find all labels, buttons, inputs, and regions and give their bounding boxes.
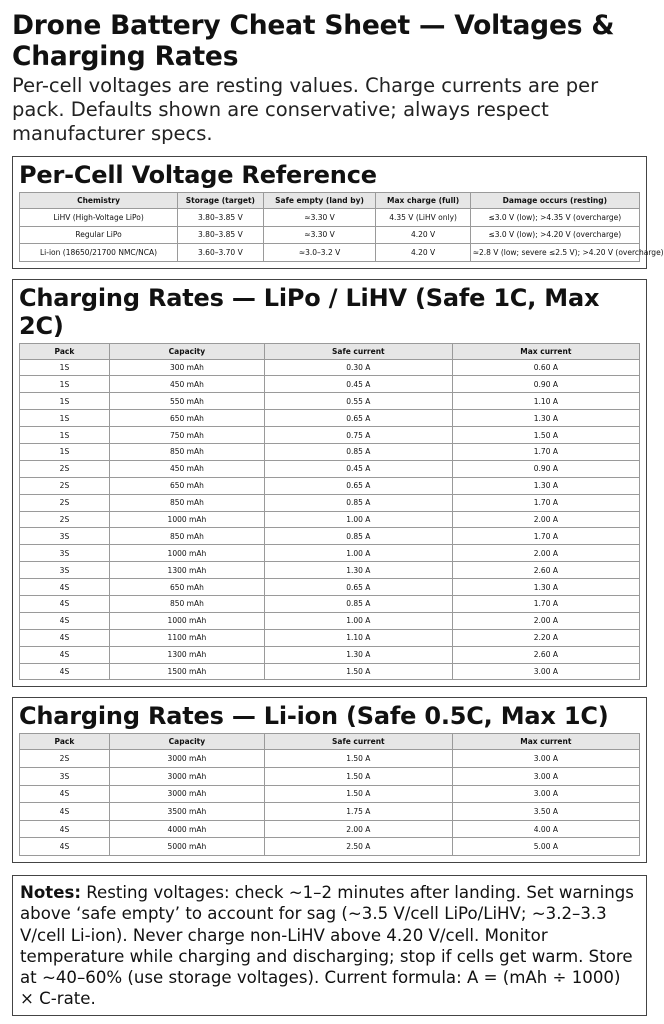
column-header: Pack <box>20 734 110 750</box>
table-cell: 2.00 A <box>264 820 452 838</box>
table-cell: 1.50 A <box>264 663 452 680</box>
table-cell: 3000 mAh <box>109 750 264 768</box>
table-row <box>20 595 640 612</box>
table-cell: 1.30 A <box>452 477 639 494</box>
table-cell: 0.85 A <box>264 595 452 612</box>
table-cell: 1S <box>20 376 110 393</box>
table-cell: 0.85 A <box>264 528 452 545</box>
table-cell: 1100 mAh <box>109 629 264 646</box>
table-row <box>20 427 640 444</box>
table-cell: ≈3.30 V <box>263 226 376 244</box>
table-cell: 4S <box>20 646 110 663</box>
liion-charging-section <box>12 697 647 863</box>
table-row <box>20 820 640 838</box>
table-cell: 3000 mAh <box>109 768 264 786</box>
table-cell: 0.90 A <box>452 376 639 393</box>
table-row <box>20 785 640 803</box>
table-cell: 1.00 A <box>264 545 452 562</box>
table-cell: 0.85 A <box>264 494 452 511</box>
column-header: Damage occurs (resting) <box>470 193 639 209</box>
table-cell: 3.50 A <box>452 803 639 821</box>
table-row <box>20 562 640 579</box>
table-cell: 3.00 A <box>452 663 639 680</box>
table-cell: 4S <box>20 579 110 596</box>
table-cell: 0.65 A <box>264 477 452 494</box>
table-row <box>20 768 640 786</box>
voltage-reference-heading: Per-Cell Voltage Reference <box>19 161 377 189</box>
table-row <box>20 663 640 680</box>
table-cell: 1.30 A <box>264 646 452 663</box>
table-cell: 4S <box>20 629 110 646</box>
table-cell: 1S <box>20 410 110 427</box>
column-header: Safe current <box>264 734 452 750</box>
table-cell: ≤3.0 V (low); >4.35 V (overcharge) <box>470 209 639 227</box>
table-cell: 1S <box>20 443 110 460</box>
table-cell: 2S <box>20 460 110 477</box>
table-cell: 3.00 A <box>452 785 639 803</box>
table-cell: 0.55 A <box>264 393 452 410</box>
table-cell: 4S <box>20 595 110 612</box>
table-cell: 0.75 A <box>264 427 452 444</box>
table-cell: 1S <box>20 359 110 376</box>
table-cell: LiHV (High-Voltage LiPo) <box>20 209 178 227</box>
table-cell: 4S <box>20 820 110 838</box>
table-row <box>20 410 640 427</box>
table-cell: 1.50 A <box>264 785 452 803</box>
table-cell: 5.00 A <box>452 838 639 856</box>
table-cell: 1S <box>20 427 110 444</box>
table-cell: 2S <box>20 511 110 528</box>
table-cell: 2.60 A <box>452 562 639 579</box>
table-row <box>20 359 640 376</box>
table-cell: 1S <box>20 393 110 410</box>
table-cell: 2.00 A <box>452 511 639 528</box>
table-row <box>20 803 640 821</box>
table-cell: 1500 mAh <box>109 663 264 680</box>
table-cell: 1.30 A <box>264 562 452 579</box>
table-row <box>20 579 640 596</box>
table-cell: 3.80–3.85 V <box>178 226 264 244</box>
table-cell: 1.00 A <box>264 511 452 528</box>
table-cell: 3.80–3.85 V <box>178 209 264 227</box>
table-cell: 4S <box>20 838 110 856</box>
table-row <box>20 376 640 393</box>
column-header: Safe current <box>264 343 452 359</box>
table-cell: 2.00 A <box>452 545 639 562</box>
table-cell: 2S <box>20 477 110 494</box>
table-row <box>20 226 640 244</box>
table-cell: 1000 mAh <box>109 545 264 562</box>
table-cell: ≤3.0 V (low); >4.20 V (overcharge) <box>470 226 639 244</box>
table-cell: 850 mAh <box>109 443 264 460</box>
column-header: Chemistry <box>20 193 178 209</box>
table-cell: 2.00 A <box>452 612 639 629</box>
table-cell: 2S <box>20 750 110 768</box>
table-cell: 4.00 A <box>452 820 639 838</box>
notes-label: Notes: <box>20 882 81 902</box>
column-header: Pack <box>20 343 110 359</box>
table-cell: 3000 mAh <box>109 785 264 803</box>
table-header-row <box>20 343 640 359</box>
table-cell: 1.10 A <box>264 629 452 646</box>
table-cell: 4S <box>20 663 110 680</box>
table-cell: 1300 mAh <box>109 562 264 579</box>
lipo-charging-heading: Charging Rates — LiPo / LiHV (Safe 1C, Max 2C) <box>19 283 600 340</box>
table-cell: 1.70 A <box>452 443 639 460</box>
table-row <box>20 629 640 646</box>
table-cell: 3.00 A <box>452 750 639 768</box>
table-cell: 1.50 A <box>264 768 452 786</box>
table-row <box>20 646 640 663</box>
table-cell: 1.50 A <box>452 427 639 444</box>
table-cell: Li-ion (18650/21700 NMC/NCA) <box>20 244 178 262</box>
table-cell: 450 mAh <box>109 460 264 477</box>
table-cell: 4.20 V <box>376 244 470 262</box>
table-cell: 2.60 A <box>452 646 639 663</box>
table-cell: Regular LiPo <box>20 226 178 244</box>
table-cell: 4000 mAh <box>109 820 264 838</box>
table-cell: 1.75 A <box>264 803 452 821</box>
table-cell: 1.70 A <box>452 595 639 612</box>
table-cell: 0.30 A <box>264 359 452 376</box>
table-cell: ≈3.0–3.2 V <box>263 244 376 262</box>
table-cell: 0.65 A <box>264 410 452 427</box>
table-cell: 1.00 A <box>264 612 452 629</box>
table-cell: 0.85 A <box>264 443 452 460</box>
table-cell: 0.45 A <box>264 460 452 477</box>
table-cell: 750 mAh <box>109 427 264 444</box>
table-cell: ≈3.30 V <box>263 209 376 227</box>
table-cell: 4.20 V <box>376 226 470 244</box>
table-row <box>20 393 640 410</box>
table-row <box>20 612 640 629</box>
table-row <box>20 511 640 528</box>
notes-box <box>12 875 647 1016</box>
table-row <box>20 750 640 768</box>
table-cell: 4S <box>20 803 110 821</box>
table-cell: 850 mAh <box>109 494 264 511</box>
table-cell: 3.00 A <box>452 768 639 786</box>
table-cell: 4S <box>20 612 110 629</box>
notes-text: Resting voltages: check ~1–2 minutes after landing. Set warnings above ‘safe empty’ to account for sag (~3.5 V/cell LiPo/LiHV; ~3.2–3.3 V/cell Li-ion). Never charge non-LiHV above 4.20 V/cell. Monitor temperature while charging and discharging; stop if cells get warm. Store at ~40–60% (use storage voltages). Current formula: A = (mAh ÷ 1000) × C-rate. <box>20 882 634 1009</box>
table-cell: 0.65 A <box>264 579 452 596</box>
table-row <box>20 443 640 460</box>
table-cell: 650 mAh <box>109 477 264 494</box>
table-cell: 3S <box>20 528 110 545</box>
table-row <box>20 209 640 227</box>
table-row <box>20 244 640 262</box>
table-cell: 5000 mAh <box>109 838 264 856</box>
table-cell: 1.50 A <box>264 750 452 768</box>
liion-charging-heading: Charging Rates — Li-ion (Safe 0.5C, Max 1C) <box>19 702 609 731</box>
table-cell: ≈2.8 V (low; severe ≤2.5 V); >4.20 V (overcharge) <box>470 244 639 262</box>
lipo-charging-section <box>12 279 647 688</box>
liion-charging-table <box>19 733 640 856</box>
table-cell: 0.60 A <box>452 359 639 376</box>
table-cell: 850 mAh <box>109 595 264 612</box>
table-cell: 550 mAh <box>109 393 264 410</box>
table-cell: 1.70 A <box>452 494 639 511</box>
voltage-reference-table <box>19 192 664 262</box>
table-cell: 850 mAh <box>109 528 264 545</box>
table-cell: 2.20 A <box>452 629 639 646</box>
page-subtitle: Per-cell voltages are resting values. Charge currents are per pack. Defaults shown are conservative; always respect manufacturer specs. <box>12 74 599 145</box>
lipo-charging-table <box>19 343 640 681</box>
table-cell: 2S <box>20 494 110 511</box>
table-header-row <box>20 734 640 750</box>
table-row <box>20 477 640 494</box>
table-cell: 1000 mAh <box>109 511 264 528</box>
table-cell: 650 mAh <box>109 579 264 596</box>
table-cell: 450 mAh <box>109 376 264 393</box>
table-cell: 3S <box>20 562 110 579</box>
table-row <box>20 545 640 562</box>
column-header: Max current <box>452 343 639 359</box>
cheat-sheet <box>12 10 664 1016</box>
table-cell: 1300 mAh <box>109 646 264 663</box>
table-cell: 3S <box>20 768 110 786</box>
page-title: Drone Battery Cheat Sheet — Voltages & Charging Rates <box>12 10 615 72</box>
table-cell: 3.60–3.70 V <box>178 244 264 262</box>
table-cell: 0.45 A <box>264 376 452 393</box>
column-header: Max current <box>452 734 639 750</box>
table-cell: 1.10 A <box>452 393 639 410</box>
column-header: Max charge (full) <box>376 193 470 209</box>
table-row <box>20 460 640 477</box>
table-header-row <box>20 193 640 209</box>
voltage-reference-section <box>12 156 664 269</box>
column-header: Storage (target) <box>178 193 264 209</box>
table-cell: 650 mAh <box>109 410 264 427</box>
table-cell: 0.90 A <box>452 460 639 477</box>
table-cell: 1.70 A <box>452 528 639 545</box>
table-row <box>20 528 640 545</box>
table-cell: 1.30 A <box>452 579 639 596</box>
table-cell: 3500 mAh <box>109 803 264 821</box>
column-header: Safe empty (land by) <box>263 193 376 209</box>
table-cell: 300 mAh <box>109 359 264 376</box>
column-header: Capacity <box>109 734 264 750</box>
column-header: Capacity <box>109 343 264 359</box>
table-row <box>20 838 640 856</box>
table-cell: 2.50 A <box>264 838 452 856</box>
table-cell: 1000 mAh <box>109 612 264 629</box>
table-cell: 4S <box>20 785 110 803</box>
table-row <box>20 494 640 511</box>
table-cell: 4.35 V (LiHV only) <box>376 209 470 227</box>
table-cell: 1.30 A <box>452 410 639 427</box>
table-cell: 3S <box>20 545 110 562</box>
